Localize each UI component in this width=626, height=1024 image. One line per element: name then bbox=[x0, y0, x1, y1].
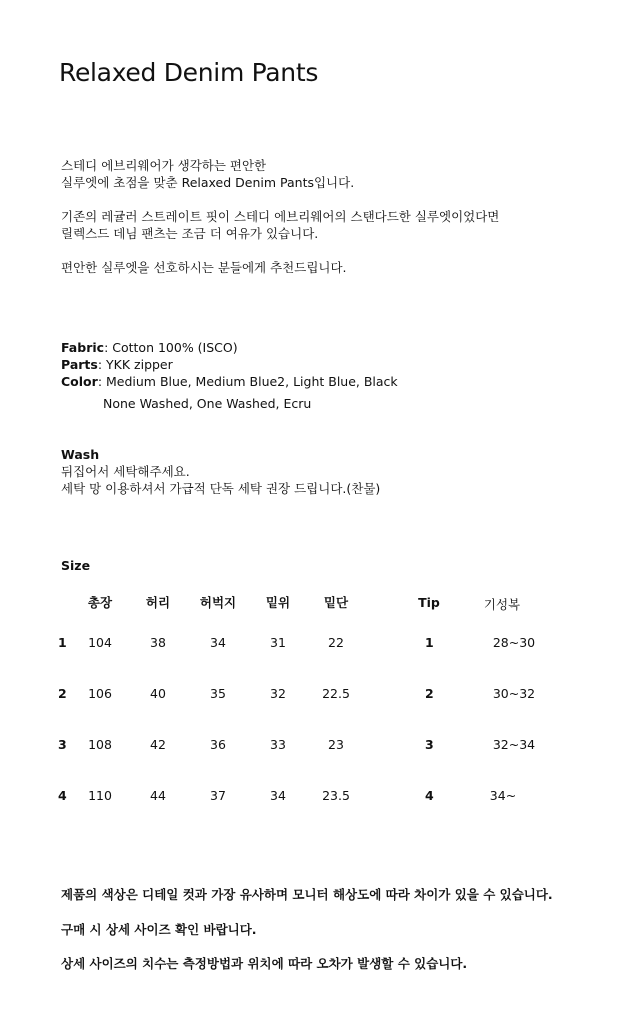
parts-spec bbox=[61, 356, 173, 373]
cell-hem: 23 bbox=[328, 737, 344, 752]
tip-value: 30~32 bbox=[492, 686, 536, 701]
fabric-value: : Cotton 100% (ISCO) bbox=[104, 340, 238, 355]
tip-row-number: 4 bbox=[425, 788, 434, 803]
header-thigh: 허벅지 bbox=[199, 595, 237, 610]
cell-thigh: 34 bbox=[210, 635, 226, 650]
tip-row-number: 3 bbox=[425, 737, 434, 752]
cell-hem: 23.5 bbox=[322, 788, 350, 803]
cell-waist: 38 bbox=[150, 635, 166, 650]
row-number: 3 bbox=[58, 737, 67, 752]
size-label: Size bbox=[61, 558, 91, 573]
intro-line-3: 기존의 레귤러 스트레이트 핏이 스테디 에브리웨어의 스탠다드한 실루엣이었다면 bbox=[61, 209, 500, 224]
page-title: Relaxed Denim Pants bbox=[59, 58, 319, 87]
wash-label: Wash bbox=[61, 447, 100, 462]
tip-value: 34~ bbox=[489, 788, 517, 803]
cell-length: 104 bbox=[88, 635, 112, 650]
cell-length: 108 bbox=[88, 737, 112, 752]
cell-thigh: 37 bbox=[210, 788, 226, 803]
tip-row-number: 2 bbox=[425, 686, 434, 701]
parts-label: Parts bbox=[61, 357, 98, 372]
intro-line-5: 편안한 실루엣을 선호하시는 분들에게 추천드립니다. bbox=[61, 260, 347, 275]
note-color: 제품의 색상은 디테일 컷과 가장 유사하며 모니터 해상도에 따라 차이가 있을 수 있습니다. bbox=[61, 887, 553, 902]
cell-waist: 42 bbox=[150, 737, 166, 752]
fabric-spec bbox=[61, 339, 238, 356]
intro-line-4: 릴렉스드 데님 팬츠는 조금 더 여유가 있습니다. bbox=[61, 226, 319, 241]
cell-waist: 44 bbox=[150, 788, 166, 803]
header-total-length: 총장 bbox=[87, 595, 113, 610]
cell-thigh: 36 bbox=[210, 737, 226, 752]
note-measurement: 상세 사이즈의 치수는 측정방법과 위치에 따라 오차가 발생할 수 있습니다. bbox=[61, 956, 468, 971]
header-hem: 밑단 bbox=[323, 595, 349, 610]
cell-rise: 32 bbox=[270, 686, 286, 701]
intro-line-1: 스테디 에브리웨어가 생각하는 편안한 bbox=[61, 158, 267, 173]
tip-header: 기성복 bbox=[483, 597, 521, 612]
cell-rise: 33 bbox=[270, 737, 286, 752]
color-label: Color bbox=[61, 374, 98, 389]
parts-value: : YKK zipper bbox=[97, 357, 173, 372]
wash-line-1: 뒤집어서 세탁해주세요. bbox=[61, 464, 190, 479]
cell-rise: 31 bbox=[270, 635, 286, 650]
cell-hem: 22.5 bbox=[322, 686, 350, 701]
cell-hem: 22 bbox=[328, 635, 344, 650]
cell-waist: 40 bbox=[150, 686, 166, 701]
color-value: : Medium Blue, Medium Blue2, Light Blue, Black bbox=[97, 374, 398, 389]
color-value-2: None Washed, One Washed, Ecru bbox=[103, 396, 312, 411]
row-number: 4 bbox=[58, 788, 67, 803]
tip-row-number: 1 bbox=[425, 635, 434, 650]
color-spec bbox=[61, 373, 398, 390]
cell-length: 110 bbox=[88, 788, 112, 803]
tip-value: 32~34 bbox=[492, 737, 536, 752]
intro-line-2: 실루엣에 초점을 맞춘 Relaxed Denim Pants입니다. bbox=[61, 175, 355, 190]
row-number: 1 bbox=[58, 635, 67, 650]
cell-rise: 34 bbox=[270, 788, 286, 803]
tip-label: Tip bbox=[418, 595, 440, 610]
tip-value: 28~30 bbox=[492, 635, 536, 650]
fabric-label: Fabric bbox=[61, 340, 105, 355]
note-size-check: 구매 시 상세 사이즈 확인 바랍니다. bbox=[61, 922, 257, 937]
row-number: 2 bbox=[58, 686, 67, 701]
cell-length: 106 bbox=[88, 686, 112, 701]
wash-line-2: 세탁 망 이용하셔서 가급적 단독 세탁 권장 드립니다.(찬물) bbox=[61, 481, 381, 496]
header-rise: 밑위 bbox=[265, 595, 291, 610]
header-waist: 허리 bbox=[145, 595, 171, 610]
cell-thigh: 35 bbox=[210, 686, 226, 701]
